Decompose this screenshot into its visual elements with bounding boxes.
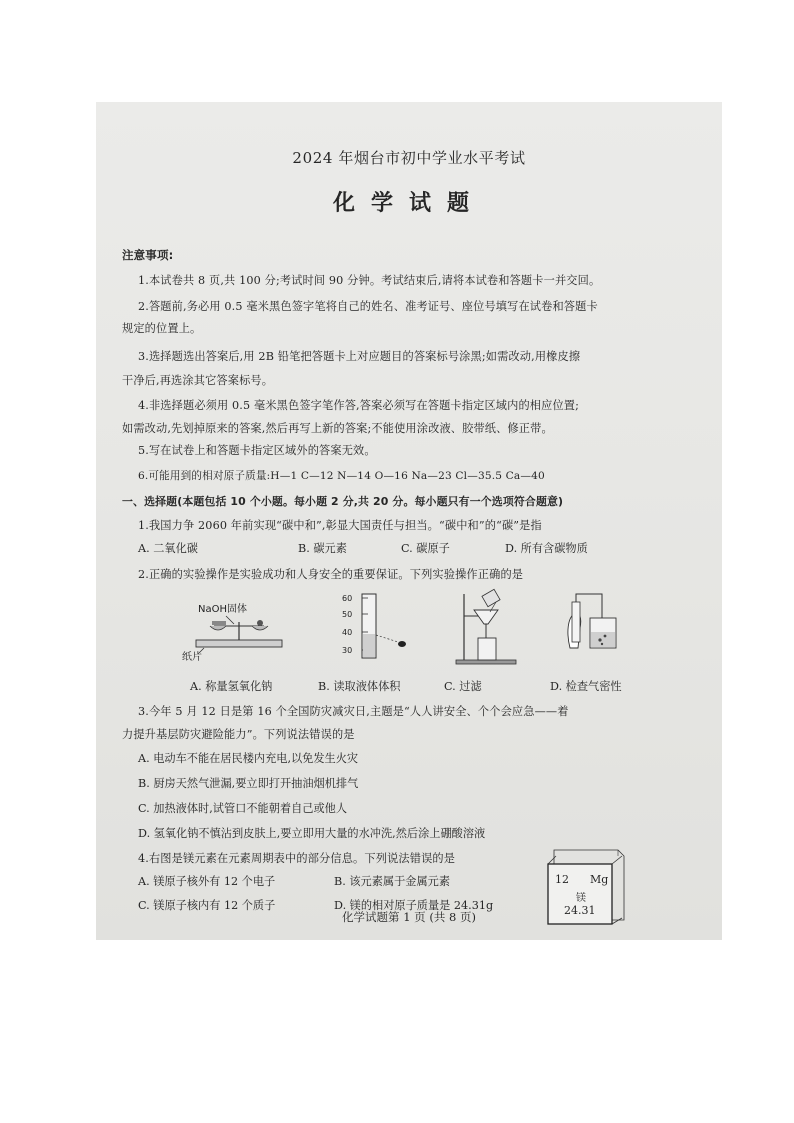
naoh-label: NaOH固体 [198,604,247,615]
notice-heading: 注意事项: [122,248,174,262]
q4-option-b: B. 该元素属于金属元素 [334,875,451,888]
element-atomic-number: 12 [555,873,569,886]
q1-option-d: D. 所有含碳物质 [505,542,588,555]
paper-label: 纸片 [182,652,202,662]
notice-2-cont: 规定的位置上。 [122,322,202,335]
filtration-figure [452,586,532,666]
q2-option-b: B. 读取液体体积 [318,680,401,693]
page-footer: 化学试题第 1 页 (共 8 页) [342,910,476,924]
notice-4-cont: 如需改动,先划掉原来的答案,然后再写上新的答案;不能使用涂改液、胶带纸、修正带。 [122,422,553,435]
q4-option-c: C. 镁原子核内有 12 个质子 [138,899,276,912]
q2-option-c: C. 过滤 [444,680,482,693]
notice-3-cont: 干净后,再选涂其它答案标号。 [122,374,274,387]
element-name: 镁 [576,893,586,904]
element-symbol: Mg [590,873,609,886]
tick-40: 40 [342,628,353,637]
notice-2: 2.答题前,务必用 0.5 毫米黑色签字笔将自己的姓名、准考证号、座位号填写在试卷和答题卡 [138,300,598,313]
notice-5: 5.写在试卷上和答题卡指定区域外的答案无效。 [138,444,376,457]
notice-4: 4.非选择题必须用 0.5 毫米黑色签字笔作答,答案必须写在答题卡指定区域内的相应位置; [138,399,580,412]
section-1-heading: 一、选择题(本题包括 10 个小题。每小题 2 分,共 20 分。每小题只有一个选项符合题意) [122,495,564,508]
q3-option-d: D. 氢氧化钠不慎沾到皮肤上,要立即用大量的水冲洗,然后涂上硼酸溶液 [138,827,486,840]
balance-figure [180,590,290,662]
notice-6: 6.可能用到的相对原子质量:H—1 C—12 N—14 O—16 Na—23 Cl—35.5 Ca—40 [138,470,545,482]
q2-stem: 2.正确的实验操作是实验成功和人身安全的重要保证。下列实验操作正确的是 [138,568,524,581]
q3-stem-line-2: 力提升基层防灾避险能力”。下列说法错误的是 [122,728,355,741]
q4-option-a: A. 镁原子核外有 12 个电子 [138,875,276,888]
exam-page [96,102,722,940]
q1-option-a: A. 二氧化碳 [138,542,198,555]
q3-option-b: B. 厨房天然气泄漏,要立即打开抽油烟机排气 [138,777,359,790]
notice-3: 3.选择题选出答案后,用 2B 铅笔把答题卡上对应题目的答案标号涂黑;如需改动,用橡皮擦 [138,350,581,363]
airtightness-figure [558,588,638,666]
tick-30: 30 [342,646,353,655]
q2-option-d: D. 检查气密性 [550,680,622,693]
q1-stem: 1.我国力争 2060 年前实现“碳中和”,彰显大国责任与担当。“碳中和”的“碳”是指 [138,519,542,532]
q3-option-a: A. 电动车不能在居民楼内充电,以免发生火灾 [138,752,359,765]
subject-title: 化学试题 [332,191,485,216]
q2-option-a: A. 称量氢氧化钠 [190,680,273,693]
q1-option-c: C. 碳原子 [401,542,450,555]
notice-1: 1.本试卷共 8 页,共 100 分;考试时间 90 分钟。考试结束后,请将本试卷和答题卡一并交回。 [138,274,601,287]
q4-option-d: D. 镁的相对原子质量是 24.31g [334,899,494,912]
cylinder-figure [336,590,426,662]
tick-50: 50 [342,610,353,619]
q1-option-b: B. 碳元素 [298,542,347,555]
q3-stem-line-1: 3.今年 5 月 12 日是第 16 个全国防灾减灾日,主题是“人人讲安全、个个会应急——着 [138,705,569,718]
q3-option-c: C. 加热液体时,试管口不能朝着自己或他人 [138,802,348,815]
element-mass: 24.31 [564,904,596,917]
q4-stem: 4.右图是镁元素在元素周期表中的部分信息。下列说法错误的是 [138,852,456,865]
tick-60: 60 [342,594,353,603]
exam-title: 2024 年烟台市初中学业水平考试 [292,149,526,167]
